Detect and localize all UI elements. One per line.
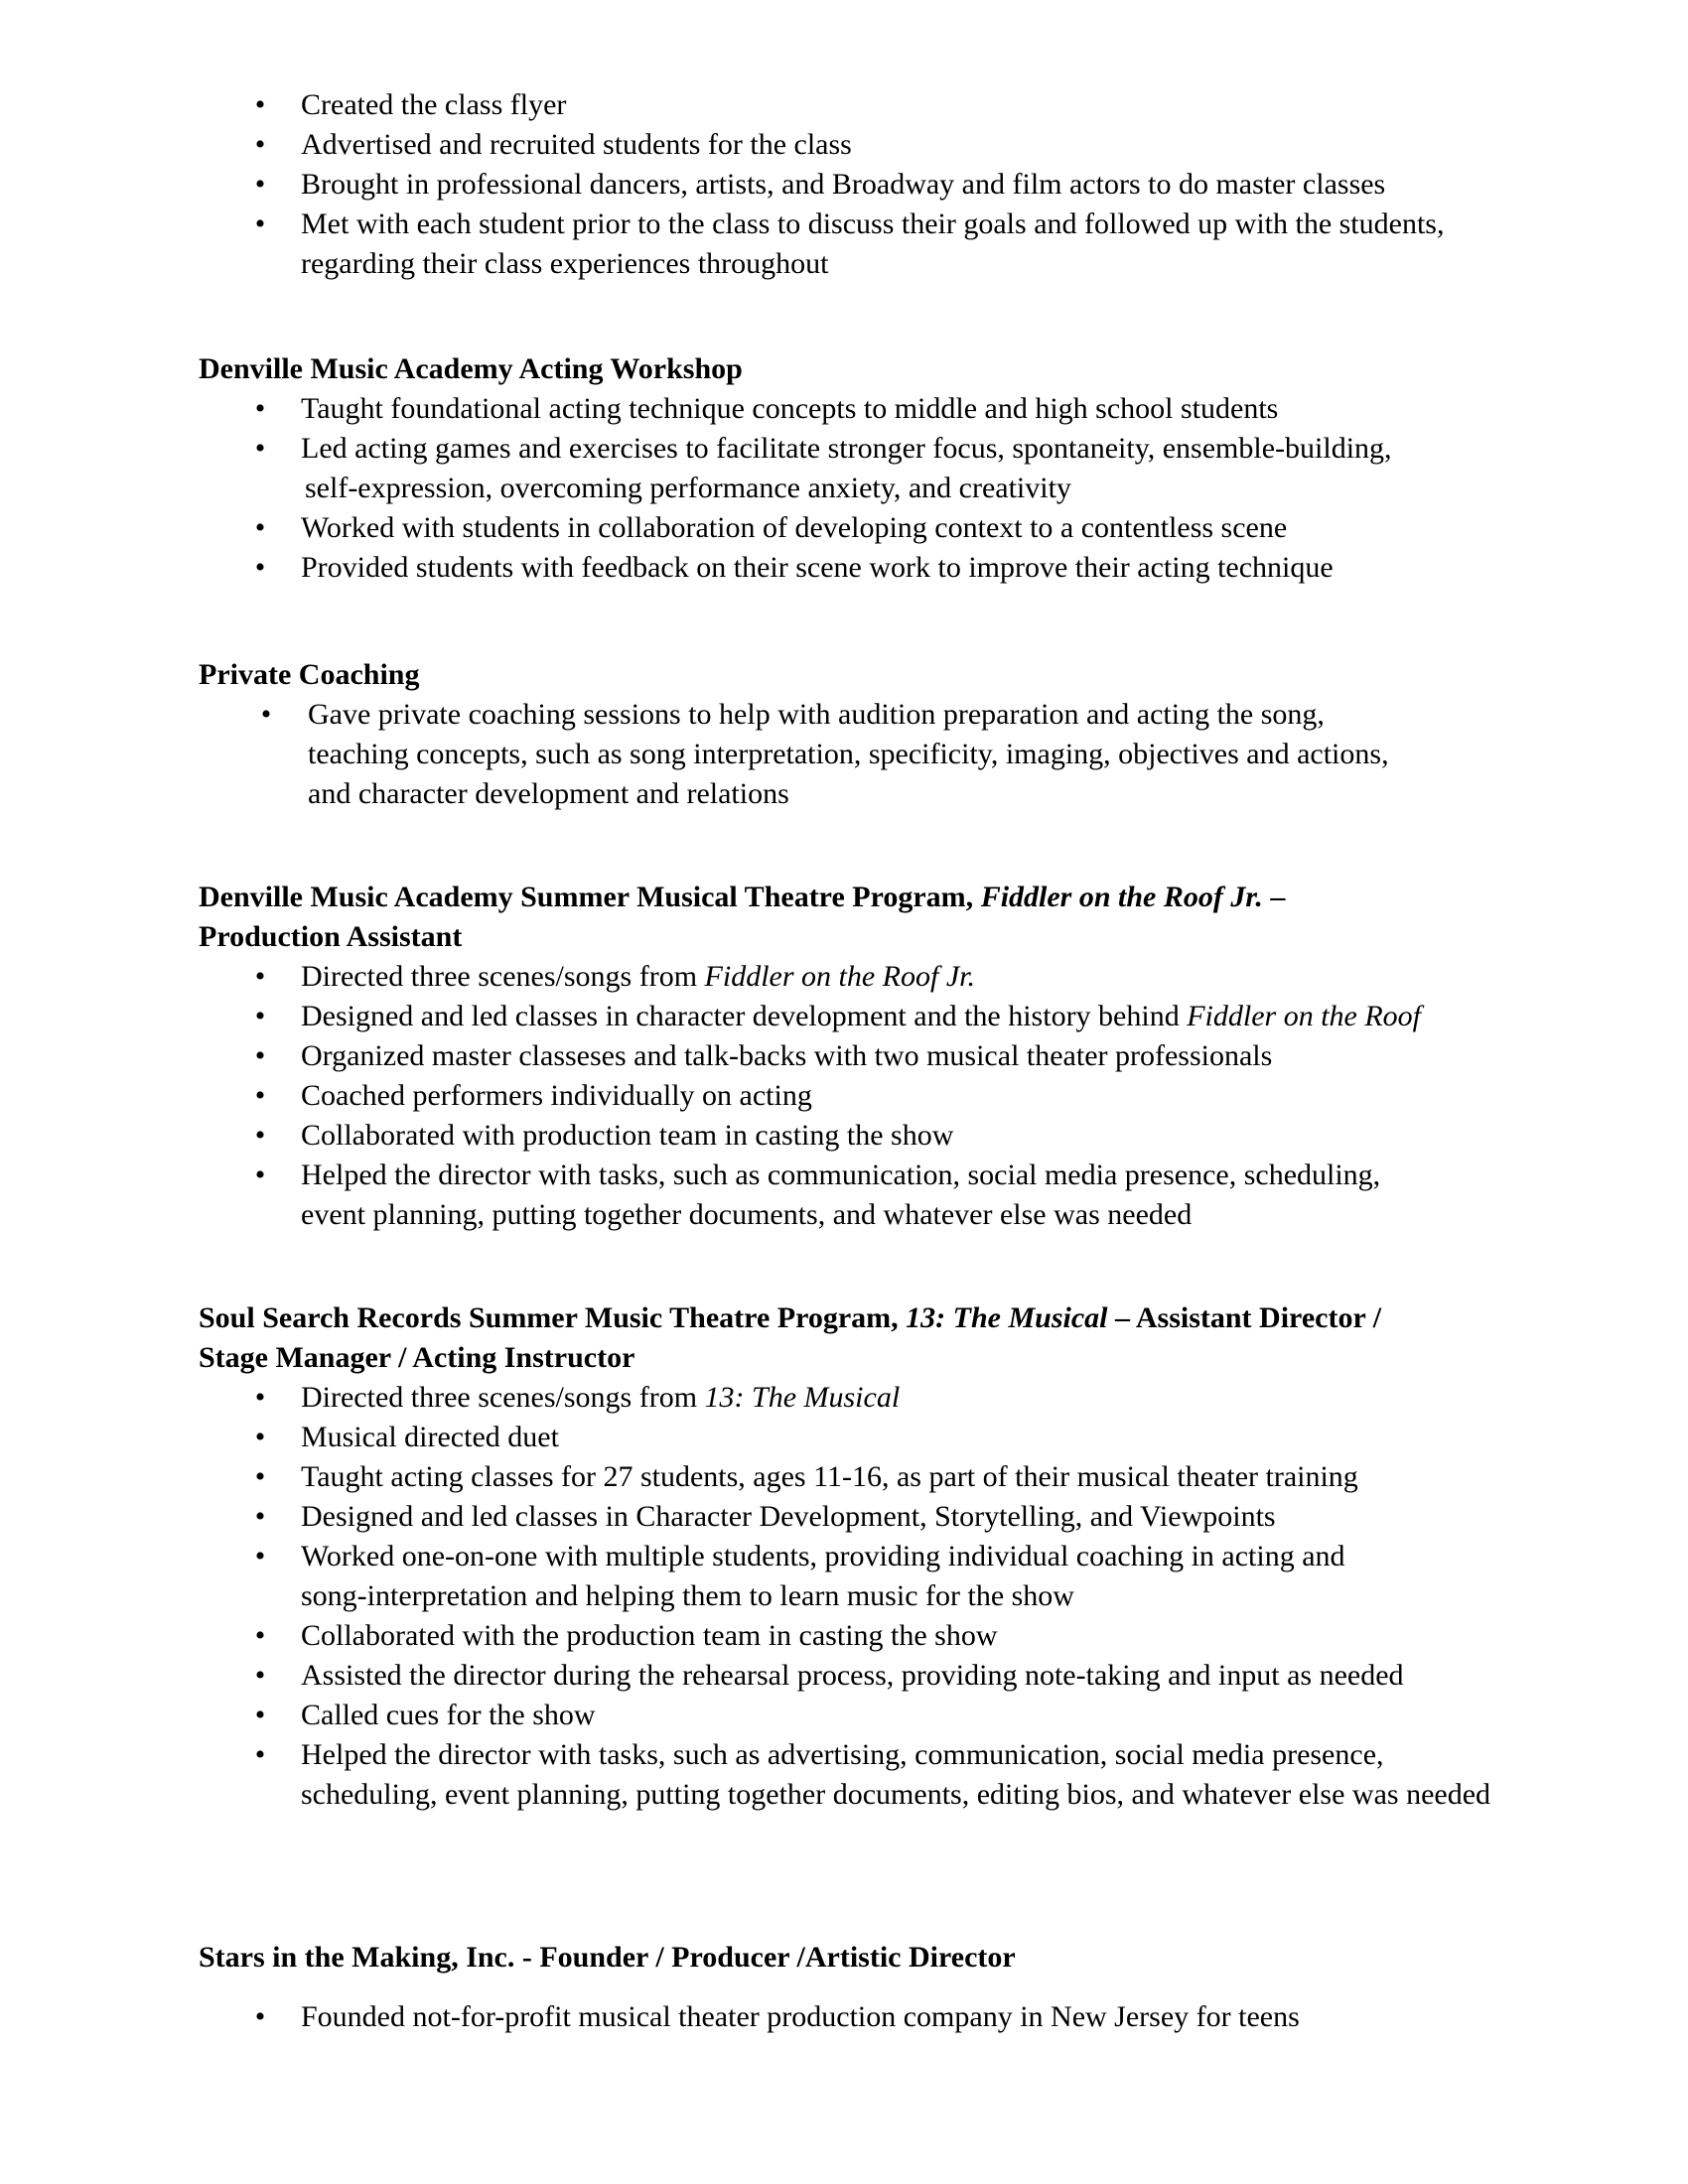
- bullet-icon: •: [254, 1659, 266, 1692]
- bullet-icon: •: [254, 168, 266, 201]
- bullet-icon: •: [254, 1159, 266, 1191]
- bullet-icon: •: [254, 1119, 266, 1152]
- bullet-icon: •: [254, 1381, 266, 1414]
- list-item: • Worked one-on-one with multiple students, providing individual coaching in acting and song-interpretation and helping them to learn music for the show: [199, 1537, 1648, 1616]
- list-item: • Advertised and recruited students for the class: [199, 125, 1648, 165]
- list-item: • Helped the director with tasks, such as advertising, communication, social media presence, scheduling, event planning, putting together documents, editing bios, and whatever else was needed: [199, 1735, 1648, 1815]
- list-item: • Directed three scenes/songs from Fiddler on the Roof Jr.: [199, 957, 1648, 997]
- bullet-icon: •: [254, 1000, 266, 1032]
- section-heading: Stars in the Making, Inc. - Founder / Producer /Artistic Director: [199, 1941, 1016, 1974]
- list-item: • Called cues for the show: [199, 1696, 1648, 1735]
- bullet-icon: •: [254, 128, 266, 161]
- bullet-icon: •: [254, 1039, 266, 1072]
- section-heading: Denville Music Academy Acting Workshop: [199, 352, 743, 385]
- bullet-icon: •: [254, 88, 266, 121]
- section-heading: Soul Search Records Summer Music Theatre Program, 13: The Musical – Assistant Director / Stage Manager / Acting Instructor: [199, 1301, 1382, 1374]
- bullet-icon: •: [254, 1738, 266, 1771]
- stars-section: [199, 1938, 1648, 2037]
- section-heading: Private Coaching: [199, 658, 420, 691]
- bullet-icon: •: [254, 392, 266, 425]
- list-item: • Worked with students in collaboration of developing context to a contentless scene: [199, 508, 1648, 548]
- list-item: • Musical directed duet: [199, 1418, 1648, 1457]
- list-item: • Designed and led classes in Character Development, Storytelling, and Viewpoints: [199, 1497, 1648, 1537]
- private-coaching-section: [199, 655, 1648, 814]
- list-item: • Brought in professional dancers, artists, and Broadway and film actors to do master classes: [199, 165, 1648, 205]
- bullet-icon: •: [254, 2000, 266, 2033]
- top-section: [199, 85, 1648, 284]
- list-item: • Led acting games and exercises to facilitate stronger focus, spontaneity, ensemble-building, self-expression, overcoming performance anxiety, and creativity: [199, 429, 1648, 508]
- bullet-icon: •: [260, 698, 272, 731]
- list-item: • Coached performers individually on acting: [199, 1076, 1648, 1116]
- private-coaching-list: [199, 695, 1648, 814]
- acting-workshop-list: [199, 389, 1648, 588]
- list-item: • Designed and led classes in character development and the history behind Fiddler on the Roof: [199, 997, 1648, 1036]
- bullet-icon: •: [254, 511, 266, 544]
- bullet-icon: •: [254, 432, 266, 465]
- list-item: • Provided students with feedback on their scene work to improve their acting technique: [199, 548, 1648, 588]
- bullet-icon: •: [254, 1460, 266, 1493]
- fiddler-list: [199, 957, 1648, 1235]
- list-item: • Helped the director with tasks, such as communication, social media presence, scheduling, event planning, putting together documents, and whatever else was needed: [199, 1156, 1648, 1235]
- acting-workshop-section: [199, 349, 1648, 588]
- bullet-icon: •: [254, 1079, 266, 1112]
- list-item: • Collaborated with the production team in casting the show: [199, 1616, 1648, 1656]
- top-bullet-list: [199, 85, 1648, 284]
- list-item: • Organized master classeses and talk-backs with two musical theater professionals: [199, 1036, 1648, 1076]
- soul-search-section: [199, 1298, 1648, 1815]
- bullet-icon: •: [254, 1421, 266, 1453]
- list-item: • Directed three scenes/songs from 13: The Musical: [199, 1378, 1648, 1418]
- fiddler-section: [199, 878, 1648, 1235]
- bullet-icon: •: [254, 1540, 266, 1572]
- list-item: • Founded not-for-profit musical theater production company in New Jersey for teens: [199, 1997, 1648, 2037]
- list-item: • Taught foundational acting technique concepts to middle and high school students: [199, 389, 1648, 429]
- bullet-icon: •: [254, 1500, 266, 1533]
- list-item: • Taught acting classes for 27 students, ages 11-16, as part of their musical theater training: [199, 1457, 1648, 1497]
- list-item: • Gave private coaching sessions to help with audition preparation and acting the song, teaching concepts, such as song interpretation, specificity, imaging, objectives and actions, and character development and relations: [199, 695, 1648, 814]
- stars-list: [199, 1997, 1648, 2037]
- list-item: • Assisted the director during the rehearsal process, providing note-taking and input as needed: [199, 1656, 1648, 1696]
- bullet-icon: •: [254, 960, 266, 993]
- soul-search-list: [199, 1378, 1648, 1815]
- list-item: • Collaborated with production team in casting the show: [199, 1116, 1648, 1156]
- bullet-icon: •: [254, 1619, 266, 1652]
- bullet-icon: •: [254, 1699, 266, 1731]
- list-item: • Created the class flyer: [199, 85, 1648, 125]
- section-heading: Denville Music Academy Summer Musical Theatre Program, Fiddler on the Roof Jr. – Production Assistant: [199, 881, 1286, 953]
- list-item: • Met with each student prior to the class to discuss their goals and followed up with the students, regarding their class experiences throughout: [199, 205, 1648, 284]
- bullet-icon: •: [254, 207, 266, 240]
- bullet-icon: •: [254, 551, 266, 584]
